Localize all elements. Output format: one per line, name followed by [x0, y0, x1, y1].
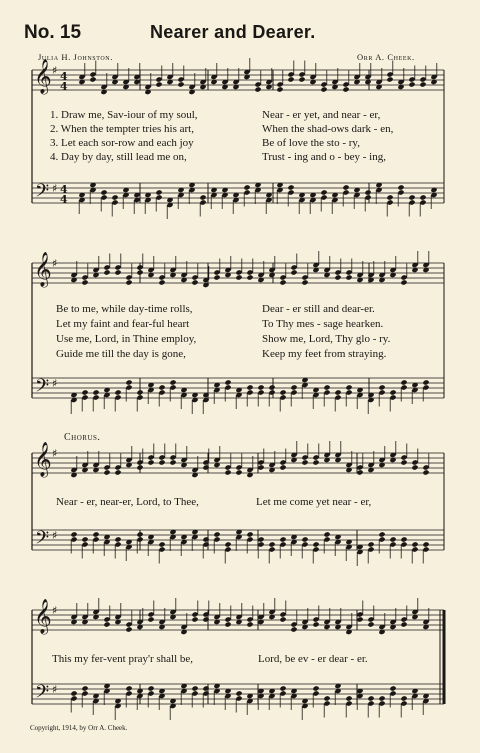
note-head: [158, 279, 165, 285]
note-head: [312, 621, 319, 627]
note-head: [147, 459, 154, 465]
note-head: [268, 384, 275, 390]
key-signature-sharp: ♯: [52, 182, 58, 195]
verse-1-line-1-left: 1. Draw me, Sav-iour of my soul,: [50, 109, 198, 121]
note-head: [386, 76, 393, 82]
note-head: [136, 531, 143, 537]
note-head: [125, 685, 132, 691]
note-head: [400, 379, 407, 385]
note-head: [389, 685, 396, 691]
note-head: [155, 189, 162, 195]
note-head: [342, 184, 349, 190]
composer-credit: Orr A. Cheek.: [357, 52, 415, 62]
note-head: [301, 459, 308, 465]
note-head: [298, 76, 305, 82]
note-head: [246, 621, 253, 627]
note-head: [408, 194, 415, 200]
note-head: [378, 695, 385, 701]
note-head: [367, 621, 374, 627]
note-head: [411, 541, 418, 547]
note-head: [367, 695, 374, 701]
note-head: [257, 384, 264, 390]
note-head: [323, 384, 330, 390]
verse-2-line-1-left: 2. When the tempter tries his art,: [50, 123, 194, 135]
verse-3-line-1-left: 3. Let each sor-row and each joy: [50, 137, 194, 149]
verse-1-line-1-right: Near - er yet, and near - er,: [262, 109, 381, 121]
note-head: [279, 536, 286, 542]
note-head: [400, 621, 407, 627]
note-head: [92, 531, 99, 537]
note-head: [103, 469, 110, 475]
note-head: [323, 531, 330, 537]
note-head: [400, 536, 407, 542]
note-head: [422, 469, 429, 475]
note-head: [136, 389, 143, 395]
note-head: [224, 379, 231, 385]
treble-clef: 𝄞: [34, 59, 52, 94]
bass-clef: 𝄢: [35, 528, 50, 553]
note-head: [158, 384, 165, 390]
note-head: [169, 379, 176, 385]
note-head: [70, 531, 77, 537]
note-head: [111, 194, 118, 200]
note-head: [243, 184, 250, 190]
key-signature-sharp: ♯: [52, 447, 58, 460]
note-head: [386, 194, 393, 200]
verse-4-line-2-right: Keep my feet from straying.: [262, 348, 387, 360]
chorus-line-1-right: Let me come yet near - er,: [256, 496, 372, 508]
verse-4-line-1-left: 4. Day by day, still lead me on,: [50, 151, 187, 163]
note-head: [345, 384, 352, 390]
note-head: [114, 269, 121, 275]
note-head: [279, 279, 286, 285]
note-head: [287, 76, 294, 82]
note-head: [81, 279, 88, 285]
note-head: [334, 389, 341, 395]
treble-clef: 𝄞: [34, 252, 52, 287]
treble-clef: 𝄞: [34, 599, 52, 634]
verse-3-line-2-right: Show me, Lord, Thy glo - ry.: [262, 333, 391, 345]
verse-1-line-2-left: Be to me, while day-time rolls,: [56, 303, 193, 315]
note-head: [389, 536, 396, 542]
verse-4-line-2-left: Guide me till the day is gone,: [56, 348, 186, 360]
note-head: [147, 685, 154, 691]
note-head: [103, 621, 110, 627]
note-head: [320, 189, 327, 195]
note-head: [114, 389, 121, 395]
note-head: [213, 274, 220, 280]
time-signature-top: 4: [60, 70, 68, 83]
note-head: [279, 389, 286, 395]
verse-2-line-2-left: Let my faint and fear-ful heart: [56, 318, 190, 330]
note-head: [378, 531, 385, 537]
note-head: [345, 695, 352, 701]
note-head: [279, 685, 286, 691]
verse-4-line-1-right: Trust - ing and o - bey - ing,: [262, 151, 386, 163]
note-head: [268, 541, 275, 547]
note-head: [155, 81, 162, 87]
note-head: [224, 469, 231, 475]
note-head: [235, 690, 242, 696]
note-head: [312, 685, 319, 691]
verse-1-line-2-right: Dear - er still and dear-er.: [262, 303, 375, 315]
copyright-notice: Copyright, 1914, by Orr A. Cheek.: [30, 724, 128, 732]
note-head: [279, 616, 286, 622]
note-head: [342, 86, 349, 92]
note-head: [81, 389, 88, 395]
note-head: [312, 459, 319, 465]
bass-clef: 𝄢: [35, 376, 50, 401]
bass-clef: 𝄢: [35, 181, 50, 206]
bass-clef: 𝄢: [35, 682, 50, 707]
note-head: [367, 541, 374, 547]
note-head: [213, 531, 220, 537]
note-head: [103, 269, 110, 275]
note-head: [81, 685, 88, 691]
note-head: [92, 389, 99, 395]
note-head: [422, 379, 429, 385]
note-head: [334, 274, 341, 280]
verse-2-line-1-right: When the shad-ows dark - en,: [262, 123, 394, 135]
note-head: [224, 621, 231, 627]
note-head: [169, 459, 176, 465]
note-head: [411, 464, 418, 470]
note-head: [125, 626, 132, 632]
note-head: [246, 384, 253, 390]
note-head: [323, 695, 330, 701]
note-head: [114, 536, 121, 542]
note-head: [364, 189, 371, 195]
note-head: [246, 274, 253, 280]
note-head: [177, 81, 184, 87]
note-head: [100, 189, 107, 195]
note-head: [81, 536, 88, 542]
note-head: [290, 269, 297, 275]
note-head: [235, 469, 242, 475]
author-credit: Julia H. Johnston.: [38, 52, 113, 62]
chorus-line-2-right: Lord, be ev - er dear - er.: [258, 653, 368, 665]
note-head: [287, 184, 294, 190]
note-head: [279, 464, 286, 470]
note-head: [136, 464, 143, 470]
note-head: [158, 459, 165, 465]
note-head: [408, 81, 415, 87]
key-signature-sharp: ♯: [52, 604, 58, 617]
note-head: [235, 274, 242, 280]
note-head: [290, 384, 297, 390]
note-head: [400, 459, 407, 465]
note-head: [301, 536, 308, 542]
note-head: [125, 379, 132, 385]
note-head: [246, 531, 253, 537]
note-head: [202, 685, 209, 691]
note-head: [254, 86, 261, 92]
note-head: [276, 86, 283, 92]
verse-3-line-1-right: Be of love the sto - ry,: [262, 137, 360, 149]
note-head: [389, 389, 396, 395]
time-signature-bottom: 4: [60, 80, 68, 93]
key-signature-sharp: ♯: [52, 683, 58, 696]
note-head: [70, 690, 77, 696]
note-head: [419, 194, 426, 200]
note-head: [89, 76, 96, 82]
verse-2-line-2-right: To Thy mes - sage hearken.: [262, 318, 384, 330]
note-head: [191, 616, 198, 622]
chorus-label: Chorus.: [64, 432, 101, 443]
note-head: [136, 269, 143, 275]
note-head: [422, 541, 429, 547]
note-head: [301, 279, 308, 285]
note-head: [191, 279, 198, 285]
note-head: [345, 274, 352, 280]
hymn-title: Nearer and Dearer.: [150, 22, 316, 42]
chorus-line-1-left: Near - er, near-er, Lord, to Thee,: [56, 496, 199, 508]
note-head: [312, 541, 319, 547]
chorus-line-2-left: This my fer-vent pray'r shall be,: [52, 653, 194, 665]
key-signature-sharp: ♯: [52, 64, 58, 77]
time-signature-bottom: 4: [60, 193, 68, 206]
time-signature-top: 4: [60, 183, 68, 196]
note-head: [224, 541, 231, 547]
note-head: [202, 536, 209, 542]
note-head: [191, 685, 198, 691]
note-head: [125, 279, 132, 285]
verse-3-line-2-left: Use me, Lord, in Thine employ,: [56, 333, 197, 345]
note-head: [114, 469, 121, 475]
note-head: [378, 384, 385, 390]
note-head: [202, 464, 209, 470]
note-head: [400, 279, 407, 285]
key-signature-sharp: ♯: [52, 257, 58, 270]
note-head: [320, 86, 327, 92]
note-head: [202, 616, 209, 622]
note-head: [397, 184, 404, 190]
note-head: [400, 695, 407, 701]
note-head: [419, 81, 426, 87]
note-head: [158, 541, 165, 547]
note-head: [199, 194, 206, 200]
key-signature-sharp: ♯: [52, 529, 58, 542]
note-head: [290, 626, 297, 632]
treble-clef: 𝄞: [34, 442, 52, 477]
key-signature-sharp: ♯: [52, 377, 58, 390]
note-head: [147, 616, 154, 622]
hymn-number: No. 15: [24, 22, 82, 43]
